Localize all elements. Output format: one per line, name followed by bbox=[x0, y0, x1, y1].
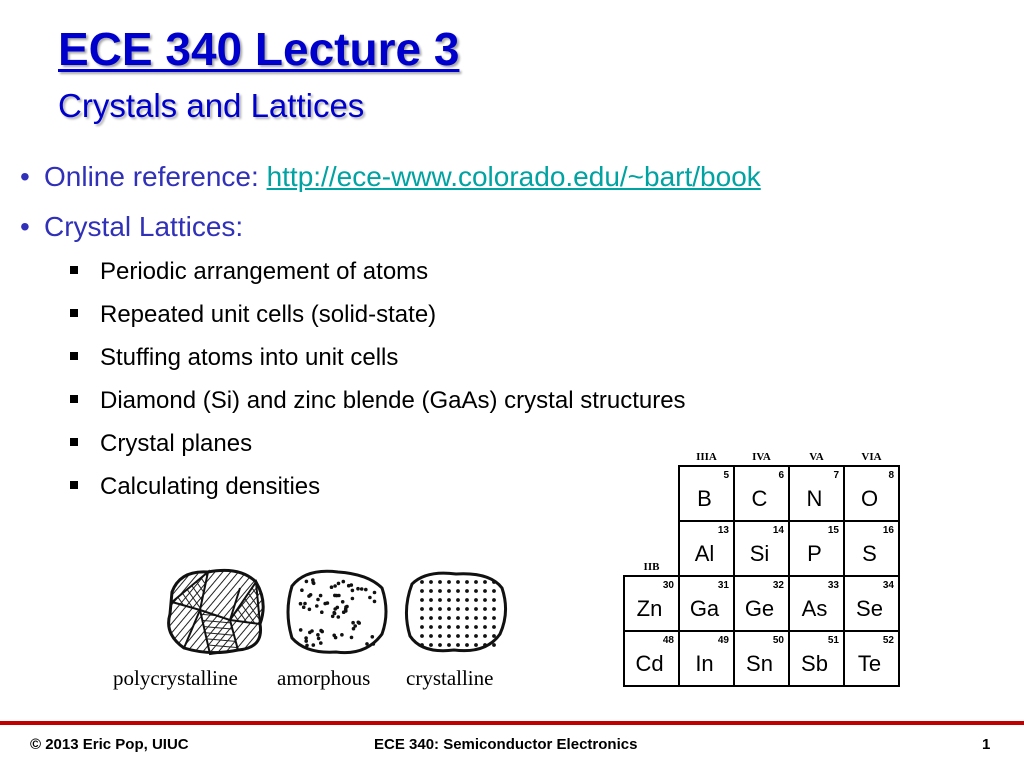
sub-bullet-text: Crystal planes bbox=[100, 430, 253, 457]
element-symbol: P bbox=[807, 541, 822, 566]
slide-subtitle: Crystals and Lattices bbox=[58, 87, 365, 124]
square-bullet-icon bbox=[70, 266, 78, 274]
group-header: VA bbox=[809, 451, 824, 463]
atomic-number: 34 bbox=[882, 580, 894, 591]
square-bullet-icon bbox=[70, 481, 78, 489]
atomic-number: 49 bbox=[717, 635, 729, 646]
square-bullet-icon bbox=[70, 395, 78, 403]
atomic-number: 8 bbox=[888, 470, 894, 481]
amorphous-label: amorphous bbox=[277, 666, 371, 690]
footer-course: ECE 340: Semiconductor Electronics bbox=[374, 736, 638, 753]
square-bullet-icon bbox=[70, 438, 78, 446]
bullet-dot: • bbox=[20, 161, 30, 192]
element-symbol: N bbox=[806, 486, 823, 511]
square-bullet-icon bbox=[70, 309, 78, 317]
sub-bullet-text: Periodic arrangement of atoms bbox=[100, 258, 429, 285]
atomic-number: 13 bbox=[717, 525, 729, 536]
reference-link[interactable]: http://ece-www.colorado.edu/~bart/book bbox=[266, 161, 761, 192]
polycrystalline-label: polycrystalline bbox=[113, 666, 238, 690]
bullet-dot: • bbox=[20, 211, 30, 242]
element-symbol: Ge bbox=[744, 596, 775, 621]
atomic-number: 52 bbox=[882, 635, 894, 646]
solid-structure-illustration bbox=[160, 562, 520, 662]
slide-title: ECE 340 Lecture 3 bbox=[58, 23, 460, 75]
amorphous-shape bbox=[288, 571, 386, 652]
footer-divider bbox=[0, 721, 1024, 725]
element-symbol: As bbox=[801, 596, 828, 621]
crystalline-shape bbox=[406, 573, 505, 651]
polycrystalline-shape bbox=[169, 570, 264, 654]
element-symbol: Zn bbox=[636, 596, 663, 621]
crystalline-label: crystalline bbox=[406, 666, 494, 690]
atomic-number: 33 bbox=[827, 580, 839, 591]
bullet-crystal-lattices bbox=[20, 210, 243, 244]
atomic-number: 31 bbox=[717, 580, 729, 591]
side-group-header: IIB bbox=[643, 561, 660, 573]
element-symbol: Sb bbox=[801, 651, 828, 676]
sub-bullet bbox=[70, 257, 428, 287]
sub-bullet bbox=[70, 386, 686, 416]
atomic-number: 6 bbox=[778, 470, 784, 481]
atomic-number: 5 bbox=[723, 470, 729, 481]
atomic-number: 30 bbox=[662, 580, 674, 591]
atomic-number: 50 bbox=[772, 635, 784, 646]
sub-bullet-text: Stuffing atoms into unit cells bbox=[100, 344, 399, 371]
sub-bullet bbox=[70, 429, 252, 459]
sub-bullet-text: Calculating densities bbox=[100, 473, 321, 500]
element-symbol: Ga bbox=[689, 596, 720, 621]
atomic-number: 7 bbox=[833, 470, 839, 481]
sub-bullet bbox=[70, 472, 320, 502]
atomic-number: 48 bbox=[662, 635, 674, 646]
element-symbol: Al bbox=[694, 541, 715, 566]
element-symbol: S bbox=[862, 541, 877, 566]
square-bullet-icon bbox=[70, 352, 78, 360]
sub-bullet-text: Repeated unit cells (solid-state) bbox=[100, 301, 437, 328]
group-header: VIA bbox=[861, 451, 882, 463]
element-symbol: Si bbox=[749, 541, 770, 566]
element-symbol: Sn bbox=[746, 651, 773, 676]
sub-bullet bbox=[70, 300, 436, 330]
atomic-number: 15 bbox=[827, 525, 839, 536]
element-symbol: In bbox=[695, 651, 714, 676]
group-header: IIIA bbox=[696, 451, 717, 463]
atomic-number: 51 bbox=[827, 635, 839, 646]
bullet-label: Crystal Lattices: bbox=[44, 211, 244, 242]
footer-copyright: © 2013 Eric Pop, UIUC bbox=[30, 736, 189, 753]
element-symbol: O bbox=[860, 486, 879, 511]
bullet-online-reference bbox=[20, 160, 761, 194]
footer-page-number: 1 bbox=[982, 736, 991, 753]
sub-bullet-text: Diamond (Si) and zinc blende (GaAs) crystal structures bbox=[100, 387, 686, 414]
atomic-number: 14 bbox=[772, 525, 784, 536]
bullet-label: Online reference: bbox=[44, 161, 267, 192]
element-symbol: Se bbox=[856, 596, 883, 621]
element-symbol: Cd bbox=[635, 651, 664, 676]
element-symbol: B bbox=[697, 486, 712, 511]
atomic-number: 32 bbox=[772, 580, 784, 591]
group-header: IVA bbox=[752, 451, 771, 463]
atomic-number: 16 bbox=[882, 525, 894, 536]
element-symbol: Te bbox=[857, 651, 882, 676]
element-symbol: C bbox=[751, 486, 768, 511]
sub-bullet bbox=[70, 343, 398, 373]
periodic-table-excerpt bbox=[620, 446, 910, 690]
